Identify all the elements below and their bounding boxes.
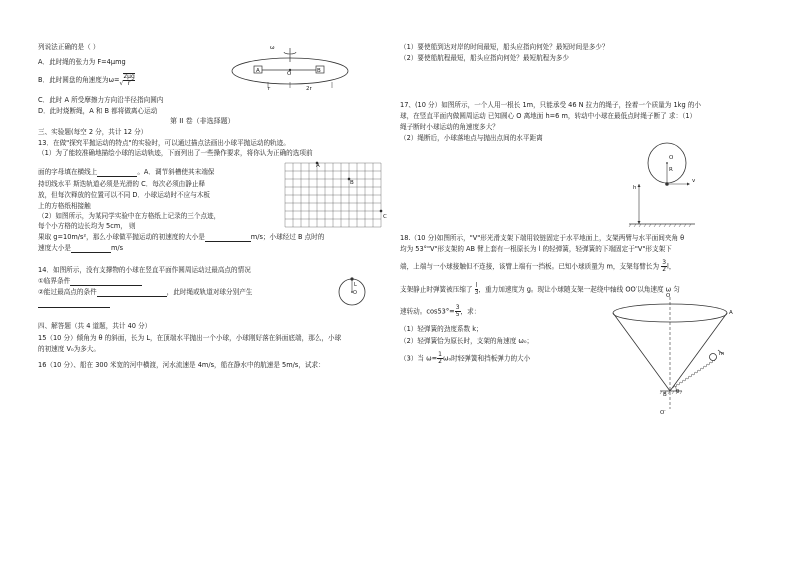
q14-answer-blank-2[interactable] — [97, 296, 167, 297]
v-bracket-cone-figure — [610, 295, 735, 420]
q13-line10: 速度大小是 m/s — [38, 244, 124, 252]
q14-line1: 14．如图所示，没有支撑物的小球在竖直平面作圆周运动过最高点的情况 — [38, 266, 251, 274]
q13-line5: 放，但每次释放的位置可以不同 D．小球运动时不应与木板 — [38, 191, 211, 199]
disc-b-label: B — [317, 68, 321, 74]
q13-line1: 13．在做"探究平抛运动的特点"的实验时，可以通过描点法画出小球平抛运动的轨迹。 — [38, 139, 290, 147]
disc-o-label: O — [287, 71, 292, 77]
circle-o-label: O — [353, 290, 357, 296]
q18-line1: 18.（10 分)如图所示，"V"形光滑支架下端用铰链固定于水平地面上，支架两臂与水平面间夹角 θ — [400, 234, 685, 242]
q12-option-d: D．此时烧断绳，A 和 B 都将做离心运动 — [38, 107, 158, 115]
q13-line7: （2）如图所示，为某同学实验中在方格纸上记录的三个点迹， — [38, 212, 221, 220]
q18-part2: （2）轻弹簧恰为原长时，支架的角速度 ω₀； — [400, 337, 534, 345]
disc-a-label: A — [256, 68, 260, 74]
q14-line2: ①临界条件 — [38, 277, 142, 286]
q18-line3: 端，上端与一小球接触但不连接，该臂上端有一挡板。已知小球质量为 m，支架每臂长为 $\frac{3}{2}$ l， — [400, 259, 676, 273]
q14-answer-blank-1[interactable] — [70, 285, 142, 286]
q16-line1: 16（10 分）、船在 300 米宽的河中横渡，河水流速是 4m/s，船在静水中的航速是 5m/s，试求： — [38, 361, 325, 369]
cone-o-label: O — [666, 293, 671, 299]
q13-line6: 上的方格纸相接触 — [38, 202, 91, 210]
q12-option-c: C．此时 A 所受摩擦力方向沿半径指向圆内 — [38, 96, 164, 104]
q17-line4: （2）绳断后，小球落地点与抛出点间的水平距离 — [400, 134, 543, 142]
q18-part3: （3）当 ω= $\frac{1}{2}$ ω₀时轻弹簧和挡板弹力的大小 — [400, 351, 531, 365]
q18-line5: 速转动。cos53°= $\frac{3}{5}$ ，求： — [400, 304, 481, 318]
q15-line1: 15（10 分）倾角为 θ 的斜面，长为 L，在顶端水平抛出一个小球，小球刚好落在斜面底端，那么，小球 — [38, 334, 342, 342]
q13-answer-blank-2[interactable] — [205, 241, 251, 242]
q17-v-label: v — [692, 178, 696, 184]
circle-l-label: L — [354, 282, 357, 288]
q14-answer-blank-3[interactable] — [38, 307, 110, 308]
cone-m-label: m — [719, 351, 725, 357]
cone-o-prime-label: O′ — [660, 410, 666, 416]
q17-line1: 17、(10 分）如图所示，一个人用一根长 1m，只能承受 46 N 拉力的绳子，拴着一个质量为 1kg 的小 — [400, 101, 701, 109]
q13-line4: 持切线水平 斯迭轨道必须是光滑的 C．每次必须由静止释 — [38, 180, 206, 188]
disc-omega-label: ω — [270, 45, 275, 51]
q18-line4: 支架静止时弹簧被压缩了 $\frac{l}{3}$ ，重力加速度为 g。现让小球随支架一起绕中轴线 OO′以角速度 ω 匀 — [400, 282, 680, 296]
part2-title: 第 II 卷（非选择题） — [170, 117, 235, 125]
disc-r-label: r — [268, 86, 271, 92]
grid-point-b-label: B — [350, 180, 354, 186]
section4-title: 四、解答题（共 4 道题，共计 40 分） — [38, 322, 152, 330]
q17-o-label: O — [669, 155, 674, 161]
cone-theta-label: θ — [676, 389, 680, 395]
q17-h-label: h — [633, 185, 637, 191]
rotating-disc-figure — [228, 44, 358, 94]
q12-option-a: A．此时绳的张力为 F=4μmg — [38, 58, 126, 66]
q16-part1: （1）要使船到达对岸的时间最短，船头应指向何处？最短时间是多少？ — [400, 43, 609, 51]
q18-part1: （1）轻弹簧的劲度系数 k； — [400, 325, 483, 333]
q14-line3: ②能过最高点的条件 ，此时绳或轨道对球分别产生 — [38, 288, 253, 296]
q13-line9: 果取 g=10m/s²，那么小球做平抛运动的初速度的大小是 m/s；小球经过 B 点时的 — [38, 233, 325, 241]
trajectory-grid-figure — [285, 163, 385, 229]
q17-line3: 绳子断时小球运动的角速度多大？ — [400, 123, 499, 131]
q12-lead: 列说法正确的是（ ） — [38, 43, 100, 51]
q17-line2: 球，在竖直平面内做圆周运动 已知圆心 O 离地面 h=6 m，转动中小球在最低点时绳子断了 求：（1） — [400, 112, 697, 120]
q13-answer-blank-1[interactable] — [97, 176, 137, 177]
grid-point-c-label: C — [383, 214, 387, 220]
q17-r-label: R — [669, 167, 673, 173]
cone-a-label: A — [729, 310, 733, 316]
q18-line2: 均为 53°"V"形支架的 AB 臂上套有一根原长为 l 的轻弹簧，轻弹簧的下端固定于"V"形支架下 — [400, 245, 672, 253]
q12-option-b: B．此时圆盘的角速度为ω=√ $\frac{2\mu g}{r}$ — [38, 73, 135, 87]
q16-part2: （2）要使船航程最短，船头应指向何处？最短航程为多少 — [400, 54, 570, 62]
q14-line4 — [38, 299, 110, 308]
q13-line8: 每个小方格的边长均为 5cm， 则 — [38, 222, 136, 230]
section3-title: 三、实验题(每空 2 分，共计 12 分） — [38, 128, 148, 136]
disc-2r-label: 2r — [306, 86, 312, 92]
grid-point-a-label: A — [316, 163, 320, 169]
q13-line3: 面的字母填在横线上 。A．调节斜槽使其末端保 — [38, 168, 215, 176]
q13-line2: （1）为了能较准确地描绘小球的运动轨迹，下面列出了一些操作要求，将你认为正确的选项前 — [38, 149, 313, 157]
q13-answer-blank-3[interactable] — [71, 252, 111, 253]
rope-ball-height-figure — [629, 140, 699, 230]
q15-line2: 的初速度 V₀为多大。 — [38, 345, 100, 353]
cone-b-label: B — [663, 392, 667, 398]
grid-trajectory-point — [380, 210, 382, 212]
